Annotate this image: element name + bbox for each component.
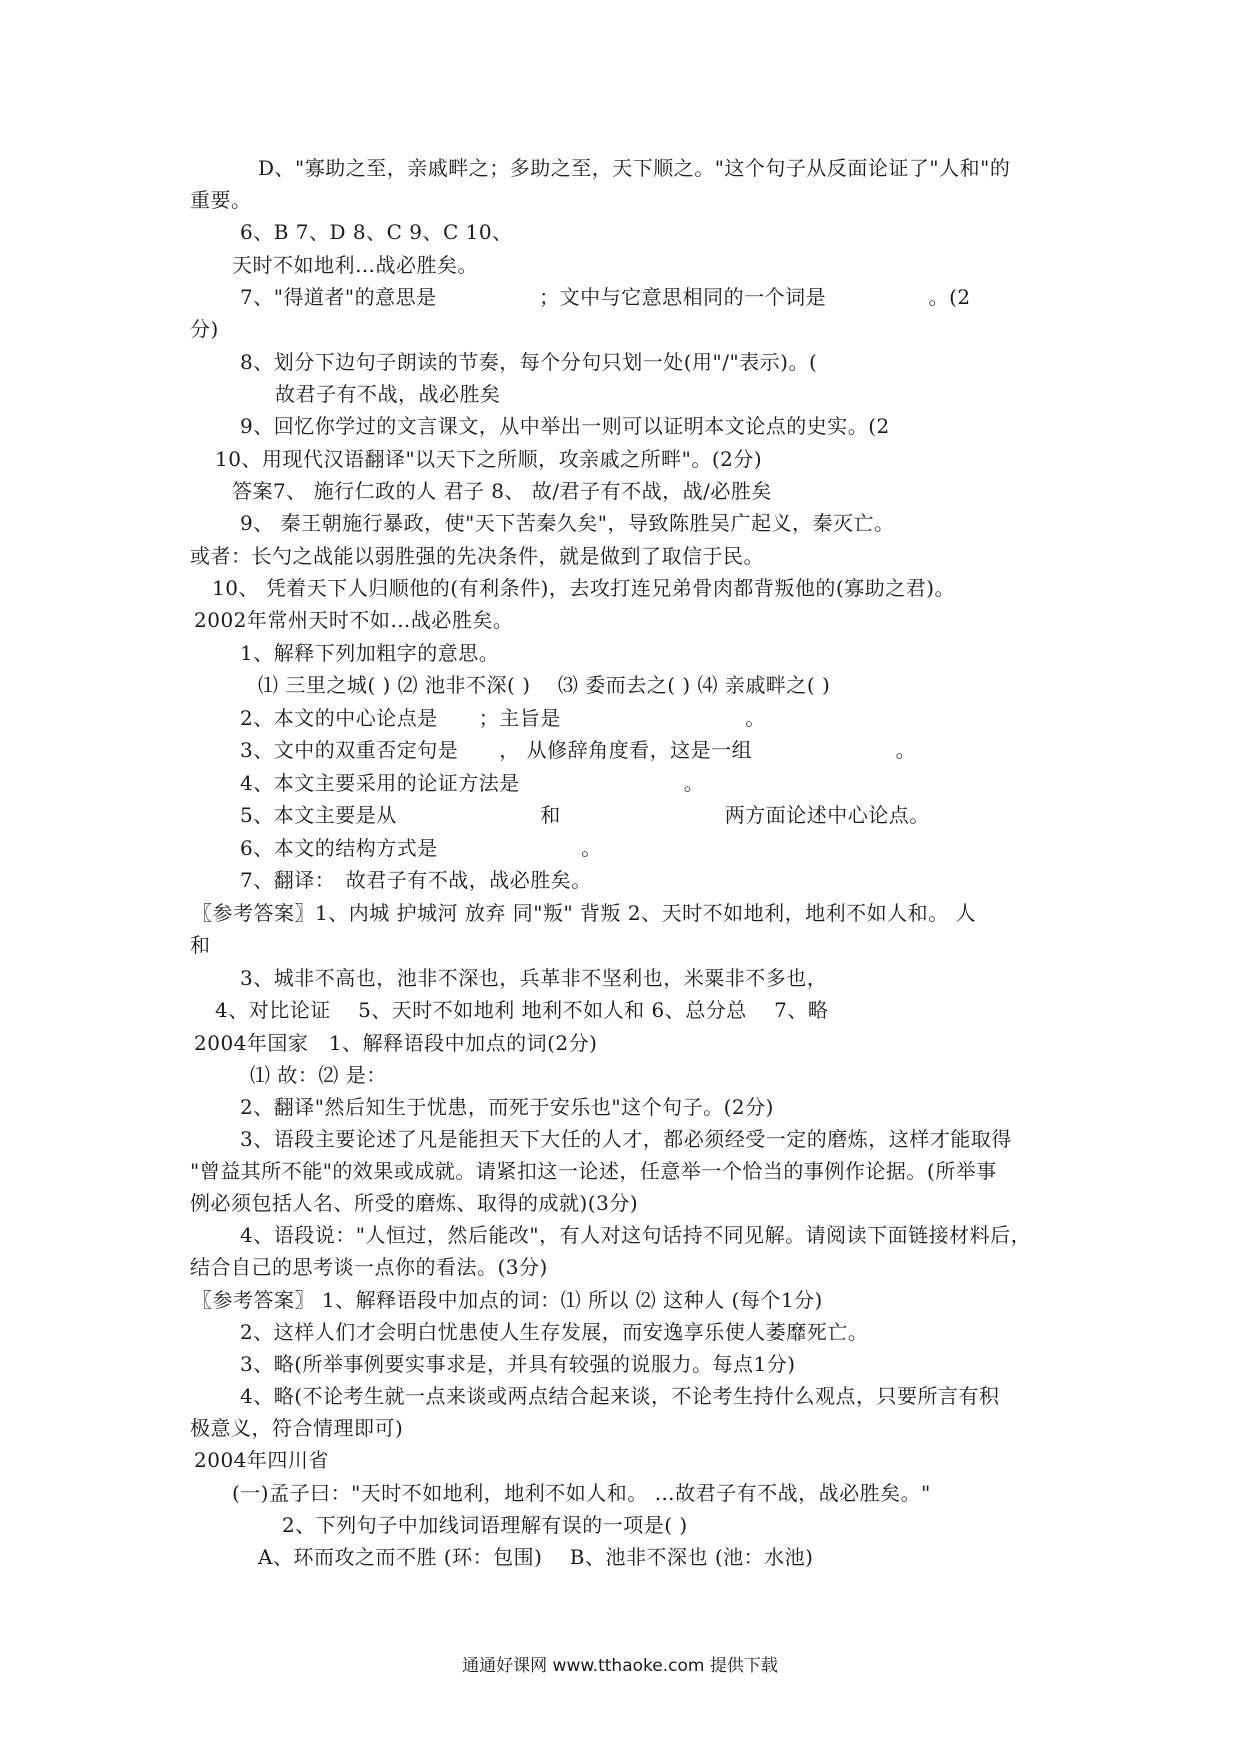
- text-line: 2004年国家 1、解释语段中加点的词(2分): [194, 1031, 598, 1055]
- text-line: 6、本文的结构方式是 。: [240, 836, 602, 860]
- text-line: 或者：长勺之战能以弱胜强的先决条件，就是做到了取信于民。: [190, 544, 764, 568]
- text-line: 3、文中的双重否定句是 ， 从修辞角度看，这是一组 。: [240, 738, 917, 762]
- text-line: 1、解释下列加粗字的意思。: [240, 641, 500, 665]
- text-line: 〖参考答案〗1、内城 护城河 放弃 同"叛" 背叛 2、天时不如地利，地利不如人和。 人: [192, 901, 976, 925]
- text-line: "曾益其所不能"的效果或成就。请紧扣这一论述，任意举一个恰当的事例作论据。(所举事: [190, 1159, 997, 1183]
- text-line: 9、 秦王朝施行暴政，使"天下苦秦久矣"，导致陈胜吴广起义，秦灭亡。: [240, 511, 895, 535]
- text-line: 9、回忆你学过的文言课文，从中举出一则可以证明本文论点的史实。(2: [240, 414, 890, 438]
- text-line: 例必须包括人名、所受的磨炼、取得的成就)(3分): [190, 1191, 639, 1215]
- text-line: 答案7、 施行仁政的人 君子 8、 故/君子有不战，战/必胜矣: [232, 479, 772, 503]
- text-line: 7、翻译： 故君子有不战，战必胜矣。: [240, 868, 592, 892]
- text-line: ⑴ 故：⑵ 是：: [250, 1063, 387, 1087]
- text-line: 4、对比论证 5、天时不如地利 地利不如人和 6、总分总 7、略: [215, 998, 829, 1022]
- text-line: 2、这样人们才会明白忧患使人生存发展，而安逸享乐使人萎靡死亡。: [240, 1320, 869, 1344]
- text-line: 2、下列句子中加线词语理解有误的一项是( ): [282, 1513, 688, 1537]
- text-line: 和: [190, 933, 211, 957]
- text-line: 故君子有不战，战必胜矣: [275, 382, 501, 406]
- text-line: 3、语段主要论述了凡是能担天下大任的人才，都必须经受一定的磨炼，这样才能取得: [240, 1127, 1012, 1151]
- text-line: 6、B 7、D 8、C 9、C 10、: [240, 220, 513, 244]
- text-line: 4、本文主要采用的论证方法是 。: [240, 771, 705, 795]
- text-line: 分): [190, 317, 219, 341]
- text-line: 2004年四川省: [194, 1448, 329, 1472]
- text-line: 5、本文主要是从 和 两方面论述中心论点。: [240, 803, 930, 827]
- text-line: 7、"得道者"的意思是 ；文中与它意思相同的一个词是 。(2: [240, 285, 971, 309]
- text-line: 天时不如地利…战必胜矣。: [232, 253, 478, 277]
- text-line: 8、划分下边句子朗读的节奏，每个分句只划一处(用"/"表示)。(: [240, 350, 818, 374]
- text-line: 3、略(所举事例要实事求是，并具有较强的说服力。每点1分): [240, 1352, 796, 1376]
- text-line: 重要。: [190, 188, 252, 212]
- text-line: 〖参考答案〗 1、解释语段中加点的词：⑴ 所以 ⑵ 这种人 (每个1分): [192, 1288, 823, 1312]
- text-line: ⑴ 三里之城( ) ⑵ 池非不深( ) ⑶ 委而去之( ) ⑷ 亲戚畔之( ): [258, 673, 831, 697]
- text-line: 4、语段说："人恒过，然后能改"，有人对这句话持不同见解。请阅读下面链接材料后，: [240, 1223, 1032, 1247]
- text-line: A、环而攻之而不胜 (环：包围) B、池非不深也 (池：水池): [258, 1545, 814, 1569]
- footer-watermark: 通通好课网 www.tthaoke.com 提供下载: [462, 1656, 778, 1676]
- text-line: (一)孟子曰："天时不如地利，地利不如人和。 …故君子有不战，战必胜矣。": [232, 1481, 931, 1505]
- text-line: 10、用现代汉语翻译"以天下之所顺，攻亲戚之所畔"。(2分): [215, 447, 763, 471]
- text-line: 4、略(不论考生就一点来谈或两点结合起来谈，不论考生持什么观点，只要所言有积: [240, 1384, 1000, 1408]
- text-line: 3、城非不高也，池非不深也，兵革非不坚利也，米粟非不多也，: [240, 966, 828, 990]
- text-line: D、"寡助之至，亲戚畔之；多助之至，天下顺之。"这个句子从反面论证了"人和"的: [258, 156, 1011, 180]
- text-line: 2、翻译"然后知生于忧患，而死于安乐也"这个句子。(2分): [240, 1095, 774, 1119]
- text-line: 10、 凭着天下人归顺他的(有利条件)，去攻打连兄弟骨肉都背叛他的(寡助之君)。: [212, 576, 956, 600]
- text-line: 2、本文的中心论点是 ；主旨是 。: [240, 706, 766, 730]
- text-line: 极意义，符合情理即可): [190, 1416, 404, 1440]
- text-line: 结合自己的思考谈一点你的看法。(3分): [190, 1255, 548, 1279]
- text-line: 2002年常州天时不如…战必胜矣。: [194, 608, 514, 632]
